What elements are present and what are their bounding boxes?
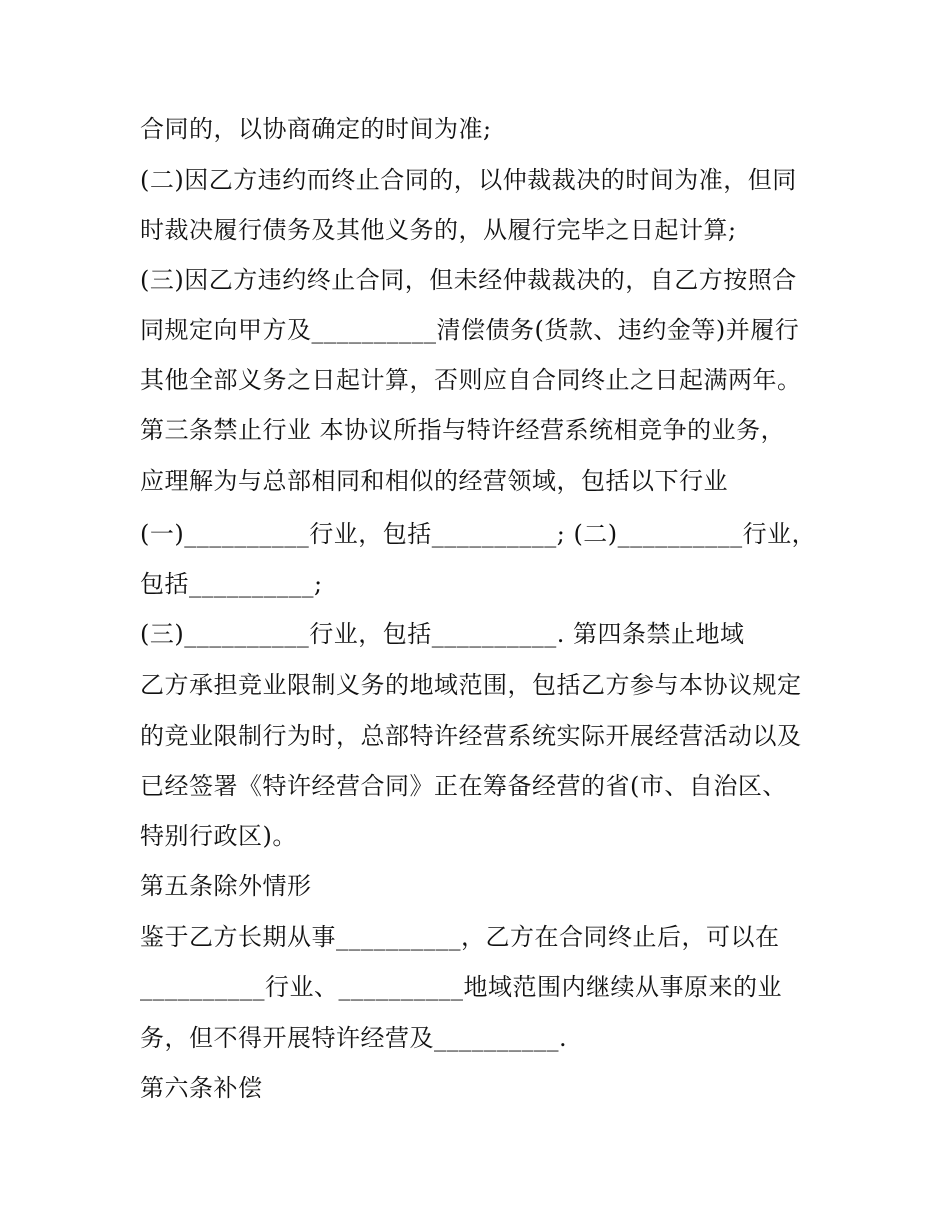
text-line: 的竞业限制行为时，总部特许经营系统实际开展经营活动以及	[140, 722, 802, 750]
text-line: 特别行政区)。	[140, 822, 297, 850]
text-line: 乙方承担竞业限制义务的地域范围，包括乙方参与本协议规定	[140, 671, 802, 699]
text-line: 应理解为与总部相同和相似的经营领域，包括以下行业	[140, 467, 728, 495]
text-line: (三)__________行业，包括__________. 第四条禁止地域	[140, 620, 745, 648]
text-line: 时裁决履行债务及其他义务的，从履行完毕之日起计算;	[140, 216, 737, 244]
text-line: 包括__________;	[140, 570, 323, 598]
text-line: 同规定向甲方及__________清偿债务(货款、违约金等)并履行	[140, 316, 800, 344]
text-line: 务，但不得开展特许经营及__________.	[140, 1024, 568, 1052]
text-line: 合同的，以协商确定的时间为准;	[140, 115, 492, 143]
text-line: (二)因乙方违约而终止合同的，以仲裁裁决的时间为准，但同	[140, 166, 797, 194]
text-line: __________行业、__________地域范围内继续从事原来的业	[140, 973, 782, 1001]
text-line: 已经签署《特许经营合同》正在筹备经营的省(市、自治区、	[140, 772, 787, 800]
text-line: 鉴于乙方长期从事__________，乙方在合同终止后，可以在	[140, 923, 780, 951]
section-heading-article-5: 第五条除外情形	[140, 872, 312, 900]
text-line: 其他全部义务之日起计算，否则应自合同终止之日起满两年。	[140, 366, 802, 394]
section-heading-article-6: 第六条补偿	[140, 1074, 263, 1102]
text-line: (三)因乙方违约终止合同，但未经仲裁裁决的，自乙方按照合	[140, 266, 797, 294]
section-heading-article-3: 第三条禁止行业 本协议所指与特许经营系统相竞争的业务，	[140, 416, 786, 444]
text-line: (一)__________行业，包括__________; (二)__________行业，	[140, 520, 817, 548]
